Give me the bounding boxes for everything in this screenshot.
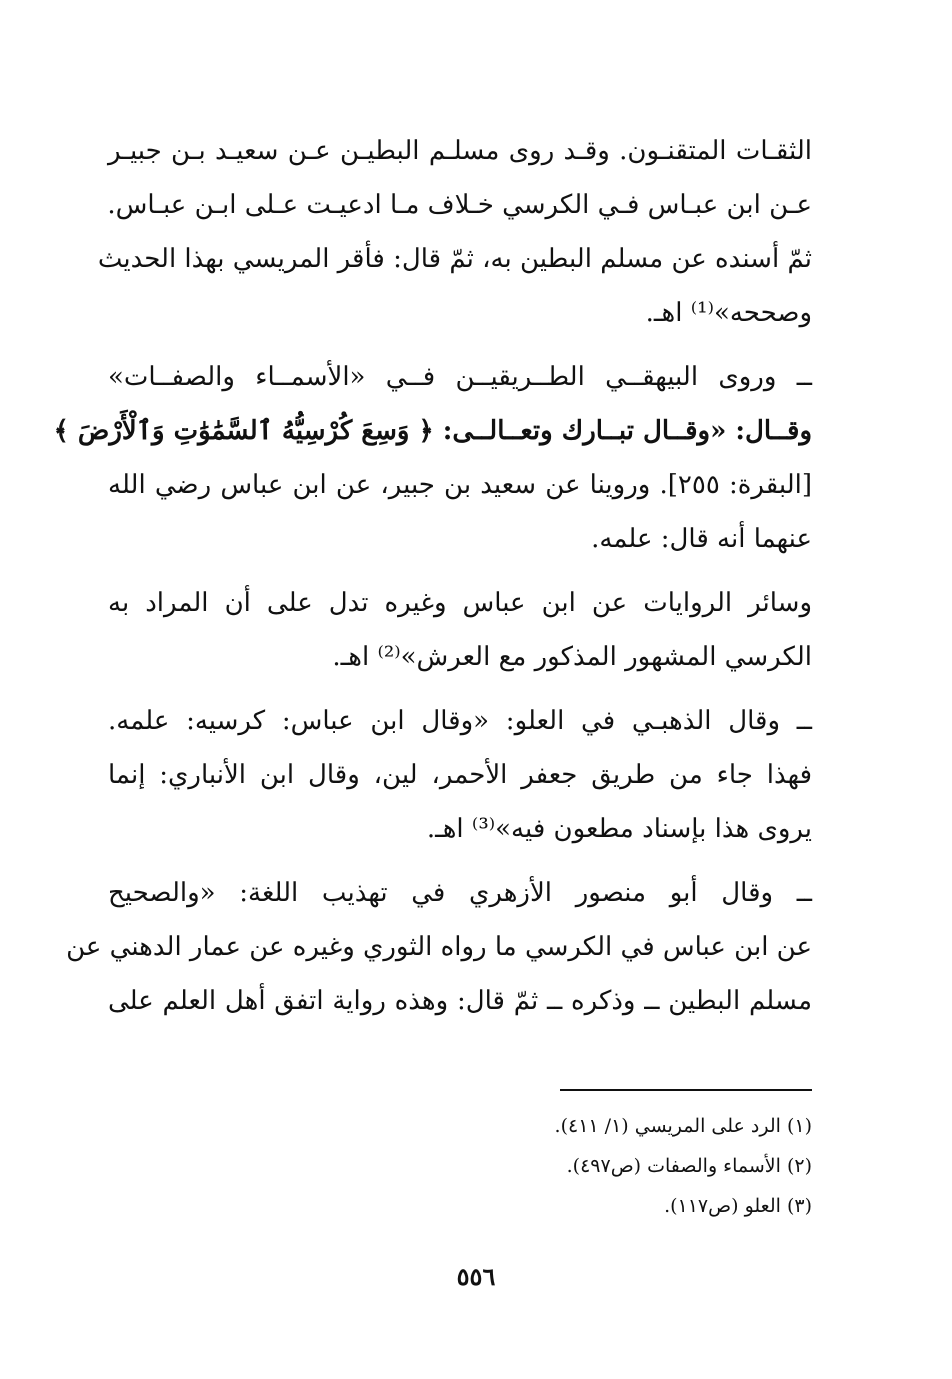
page-number: ٥٥٦ <box>456 1262 496 1291</box>
footnote-1: (١) الرد على المريسي (١/ ٤١١). <box>554 1115 812 1137</box>
text-line-8: عنهما أنه قال: علمه. <box>591 524 812 554</box>
text-line-9: وسائر الروايات عن ابن عباس وغيره تدل على أن المراد به <box>108 588 812 618</box>
text-line-5: ــ وروى البيهقــي الطــريقيــن فــي «الأسمــاء والصفــات» <box>108 362 812 392</box>
footnotes <box>108 1106 812 1226</box>
text-line-2: عـن ابن عبـاس فـي الكرسي خـلاف مـا ادعيـت عـلى ابـن عبـاس. <box>107 190 812 220</box>
text-line-4: وصححه»⁽¹⁾ اهـ. <box>645 298 812 328</box>
footnote-divider <box>560 1089 812 1091</box>
text-line-3: ثمّ أسنده عن مسلم البطين به، ثمّ قال: فأقر المريسي بهذا الحديث <box>97 244 812 274</box>
text-line-7: [البقرة: ٢٥٥]. وروينا عن سعيد بن جبير، عن ابن عباس رضي الله <box>108 470 812 500</box>
footnote-2: (٢) الأسماء والصفات (ص٤٩٧). <box>566 1155 812 1177</box>
text-line-12: فهذا جاء من طريق جعفر الأحمر، لين، وقال ابن الأنباري: إنما <box>108 760 812 790</box>
main-text <box>53 124 812 1028</box>
text-line-16: مسلم البطين ــ وذكره ــ ثمّ قال: وهذه رواية اتفق أهل العلم على <box>108 986 812 1016</box>
text-line-10: الكرسي المشهور المذكور مع العرش»⁽²⁾ اهـ. <box>332 642 812 672</box>
footnote-3: (٣) العلو (ص١١٧). <box>664 1195 812 1217</box>
text-line-1: الثقـات المتقنـون. وقـد روى مسلـم البطيـن عـن سعيـد بـن جبيـر <box>108 136 812 166</box>
text-line-15: عن ابن عباس في الكرسي ما رواه الثوري وغيره عن عمار الدهني عن <box>66 932 812 962</box>
text-line-6-quran-verse: وقــال: «وقــال تبــارك وتعــالــى: ﴿ وَسِعَ كُرْسِيُّهُ ٱلسَّمَٰوَٰتِ وَٱلْأَرْضَ ﴾ <box>53 416 812 446</box>
text-line-13: يروى هذا بإسناد مطعون فيه»⁽³⁾ اهـ. <box>426 814 812 844</box>
text-line-11: ــ وقال الذهبـي في العلو: «وقال ابن عباس: كرسيه: علمه. <box>108 706 812 736</box>
text-line-14: ــ وقال أبو منصور الأزهري في تهذيب اللغة: «والصحيح <box>108 878 812 908</box>
